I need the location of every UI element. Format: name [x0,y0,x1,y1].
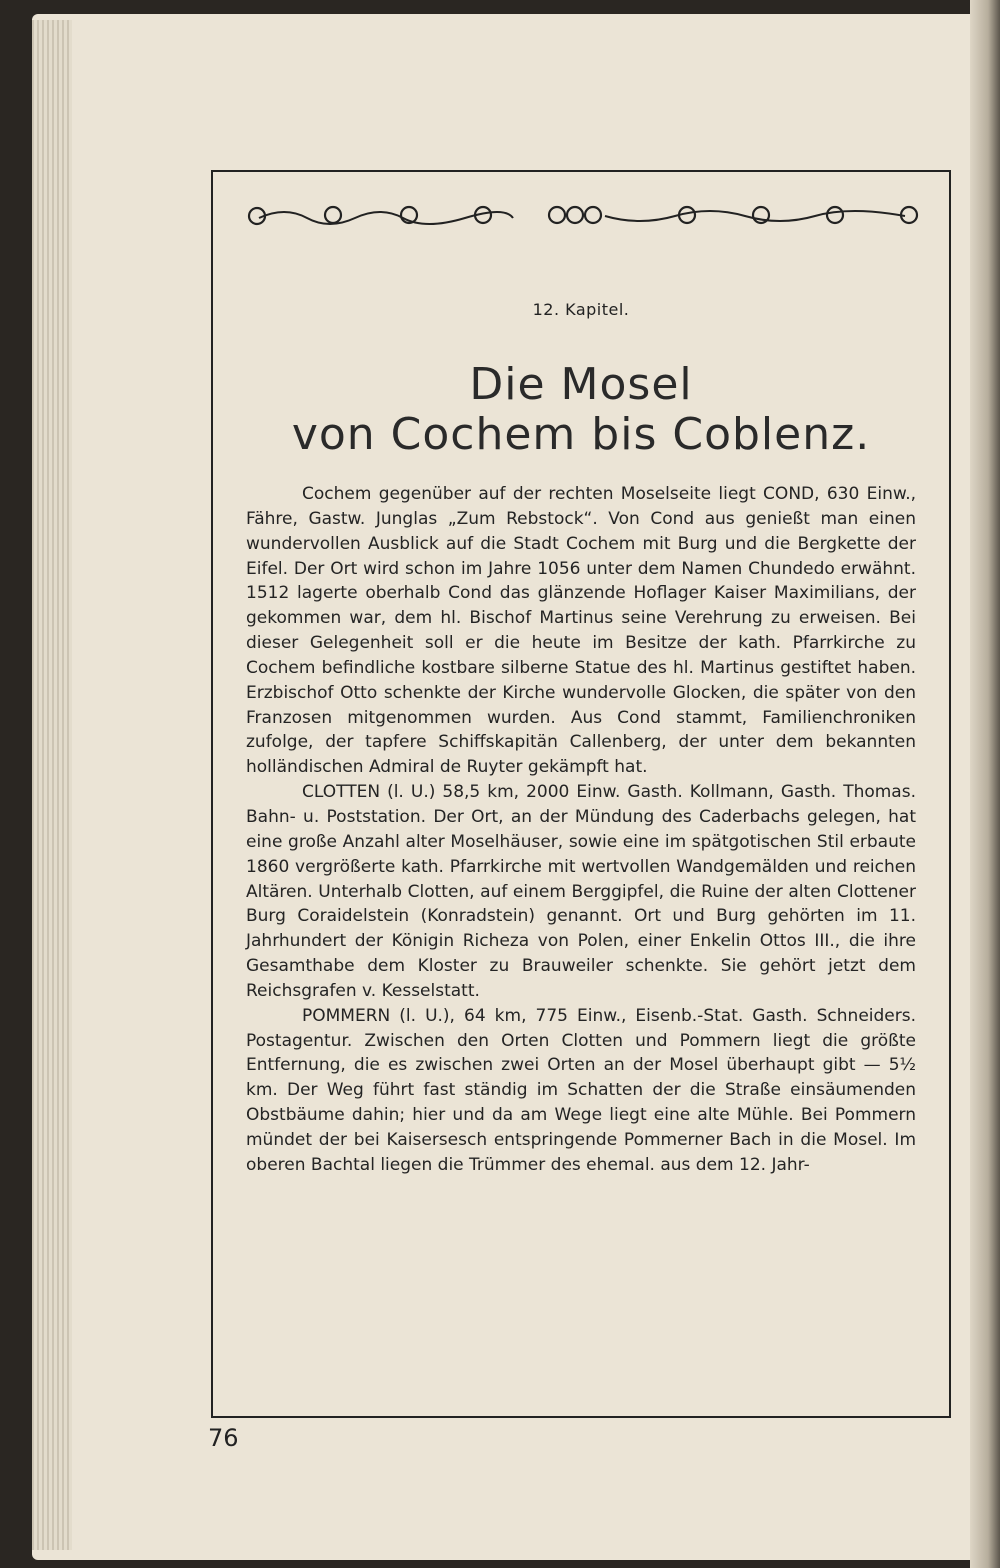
title-line-2: von Cochem bis Coblenz. [291,409,871,460]
ornament-border [245,202,921,230]
body-text [246,482,916,1178]
paragraph-pommern: POMMERN (l. U.), 64 km, 775 Einw., Eisenb.-Stat. Gasth. Schneiders. Postagentur. Zwischen den Orten Clotten und Pommern liegt die größte Entfernung, die es zwischen zwei Orten an der Mosel überhaupt gibt — 5½ km. Der Weg führt fast ständig im Schatten der die Straße einsäumenden Obstbäume dahin; hier und da am Wege liegt eine alte Mühle. Bei Pommern mündet der bei Kaisersesch entspringende Pommerner Bach in die Mosel. Im oberen Bachtal liegen die Trümmer des ehemal. aus dem 12. Jahr- [246,1005,916,1175]
title-line-1: Die Mosel [469,359,693,410]
page-stack-edge [32,20,72,1550]
page-number: 76 [208,1424,239,1452]
binding-gutter [970,0,1000,1568]
paragraph-clotten: CLOTTEN (l. U.) 58,5 km, 2000 Einw. Gasth. Kollmann, Gasth. Thomas. Bahn- u. Poststation. Der Ort, an der Mündung des Caderbachs gelegen, hat eine große Anzahl alter Moselhäuser, sowie eine im spätgotischen Stil erbaute 1860 vergrößerte kath. Pfarrkirche mit wertvollen Wandgemälden und reichen Altären. Unterhalb Clotten, auf einem Berggipfel, die Ruine der alten Clottener Burg Coraidelstein (Konradstein) genannt. Ort und Burg gehörten im 11. Jahrhundert der Königin Richeza von Polen, einer Enkelin Ottos III., die ihre Gesamthabe dem Kloster zu Brauweiler schenkte. Sie gehört jetzt dem Reichsgrafen v. Kesselstatt. [246,782,916,1001]
paragraph-cond: Cochem gegenüber auf der rechten Moselseite liegt COND, 630 Einw., Fähre, Gastw. Junglas „Zum Rebstock“. Von Cond aus genießt man einen wundervollen Ausblick auf die Stadt Cochem mit Burg und die Bergkette der Eifel. Der Ort wird schon im Jahre 1056 unter dem Namen Chundedo erwähnt. 1512 lagerte oberhalb Cond das glänzende Hoflager Kaiser Maximilians, der gekommen war, dem hl. Bischof Martinus seine Verehrung zu erweisen. Bei dieser Gelegenheit soll er die heute im Besitze der kath. Pfarrkirche zu Cochem befindliche kostbare silberne Statue des hl. Martinus gestiftet haben. Erzbischof Otto schenkte der Kirche wundervolle Glocken, die später von den Franzosen mitgenommen wurden. Aus Cond stammt, Familienchroniken zufolge, der tapfere Schiffskapitän Callenberg, der unter dem bekannten holländischen Admiral de Ruyter gekämpft hat. [246,484,916,778]
chapter-label: 12. Kapitel. [532,300,630,319]
page-title [211,360,951,460]
